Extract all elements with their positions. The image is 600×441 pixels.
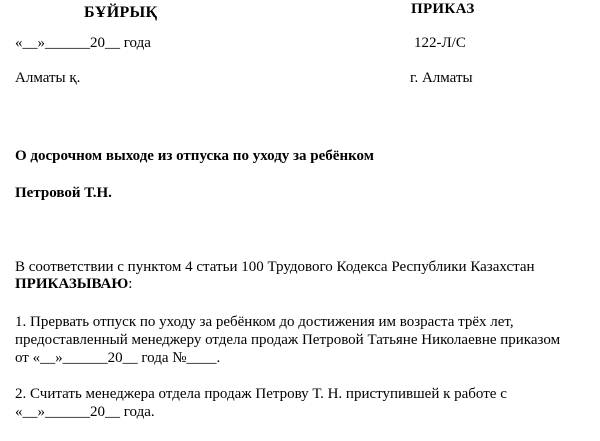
order-subject: О досрочном выходе из отпуска по уходу за ребёнком [15, 148, 374, 164]
document-title-kazakh: БҰЙРЫҚ [84, 4, 158, 21]
order-date: «__»______20__ года [15, 35, 151, 51]
employee-name: Петровой Т.Н. [15, 185, 112, 201]
item-1-line-2: предоставленный менеджеру отдела продаж Петровой Татьяне Николаевне приказом [15, 332, 561, 348]
city-russian: г. Алматы [410, 70, 473, 86]
item-2-line-1: 2. Считать менеджера отдела продаж Петрову Т. Н. приступившей к работе с [15, 386, 507, 402]
item-1-line-3: от «__»______20__ года №____. [15, 350, 221, 366]
document-title-russian: ПРИКАЗ [411, 1, 475, 17]
item-2-line-2: «__»______20__ года. [15, 404, 155, 420]
order-directive-colon: : [128, 276, 133, 292]
city-kazakh: Алматы қ. [15, 70, 81, 86]
legal-basis-text: В соответствии с пунктом 4 статьи 100 Трудового Кодекса Республики Казахстан [15, 259, 535, 275]
order-directive-word: ПРИКАЗЫВАЮ [15, 276, 129, 292]
item-1-line-1: 1. Прервать отпуск по уходу за ребёнком до достижения им возраста трёх лет, [15, 314, 514, 330]
order-directive [15, 275, 132, 293]
order-number: 122-Л/С [414, 35, 466, 51]
